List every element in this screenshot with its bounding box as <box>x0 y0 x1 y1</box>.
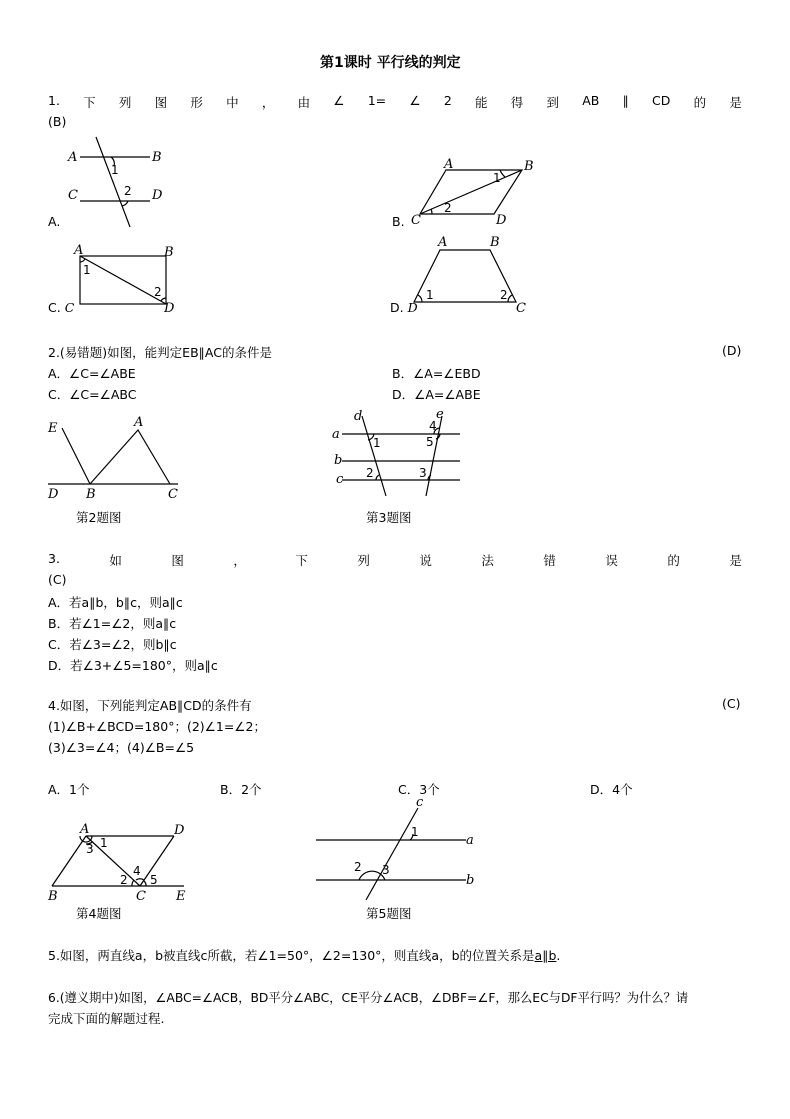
svg-text:A: A <box>444 157 454 172</box>
svg-text:c: c <box>336 472 344 487</box>
q4-condition-line-1: (1)∠B+∠BCD=180°；(2)∠1=∠2； <box>48 719 266 734</box>
q1-answer: (B) <box>48 114 67 129</box>
svg-text:a: a <box>466 833 474 848</box>
svg-text:5: 5 <box>426 435 434 449</box>
svg-text:B: B <box>524 159 534 174</box>
svg-text:4: 4 <box>133 864 141 878</box>
q4-option-a: A．1个 <box>48 782 90 797</box>
svg-text:1: 1 <box>493 171 501 185</box>
q6-stem-line-1: 6.(遵义期中)如图，∠ABC=∠ACB，BD平分∠ABC，CE平分∠ACB，∠DBF=∠F，那么EC与DF平行吗？为什么？请 <box>48 991 689 1005</box>
q1-figure-b <box>408 156 548 228</box>
svg-text:C: C <box>168 487 178 502</box>
q3-answer: (C) <box>48 572 67 587</box>
q2-answer: (D) <box>722 343 742 358</box>
svg-text:B: B <box>490 235 500 250</box>
svg-text:d: d <box>354 409 363 424</box>
svg-text:3: 3 <box>382 863 390 877</box>
svg-text:1: 1 <box>111 163 119 177</box>
q4-option-c: C．3个 <box>398 782 440 797</box>
q3-option-d: D．若∠3+∠5=180°，则a∥c <box>48 658 218 673</box>
q5-stem: 5.如图，两直线a，b被直线c所截，若∠1=50°，∠2=130°，则直线a，b的位置关系是a∥b. <box>48 948 561 963</box>
q2-option-d: D．∠A=∠ABE <box>392 387 481 402</box>
q3-option-c: C．若∠3=∠2，则b∥c <box>48 637 177 652</box>
svg-text:C: C <box>68 188 78 203</box>
q1-option-b: B. <box>392 214 405 229</box>
q4-stem: 4.如图，下列能判定AB∥CD的条件有 <box>48 698 252 713</box>
svg-text:A: A <box>134 415 144 430</box>
svg-text:A: A <box>68 150 78 165</box>
svg-text:A: A <box>80 822 90 837</box>
svg-text:C: C <box>136 889 146 904</box>
svg-text:4: 4 <box>429 419 437 433</box>
q4-option-d: D．4个 <box>590 782 633 797</box>
svg-text:D: D <box>496 213 507 228</box>
svg-text:c: c <box>416 795 424 810</box>
svg-text:2: 2 <box>120 873 128 887</box>
svg-text:2: 2 <box>500 288 508 302</box>
svg-text:e: e <box>436 407 444 422</box>
svg-text:3: 3 <box>86 842 94 856</box>
svg-text:A: A <box>438 235 448 250</box>
q3-figure-caption: 第3题图 <box>366 510 412 525</box>
svg-text:3: 3 <box>419 466 427 480</box>
svg-text:1: 1 <box>83 263 91 277</box>
q2-figure <box>44 414 194 504</box>
svg-text:B: B <box>164 245 174 260</box>
q3-option-a: A．若a∥b，b∥c，则a∥c <box>48 595 183 610</box>
q2-option-a: A．∠C=∠ABE <box>48 366 136 381</box>
svg-text:D: D <box>48 487 59 502</box>
q2-option-c: C．∠C=∠ABC <box>48 387 137 402</box>
q5-answer: a∥b <box>534 948 557 963</box>
q2-stem: 2.(易错题)如图，能判定EB∥AC的条件是 <box>48 345 272 360</box>
svg-text:D: D <box>152 188 163 203</box>
page-title: 第1课时 平行线的判定 <box>320 55 461 71</box>
svg-text:1: 1 <box>426 288 434 302</box>
q1-figure-c <box>66 242 184 314</box>
svg-text:C: C <box>411 213 421 228</box>
q1-option-d: D. D <box>390 300 418 315</box>
q3-stem: 3. 如 图 ， 下 列 说 法 错 误 的 是 <box>48 551 742 568</box>
svg-text:2: 2 <box>354 860 362 874</box>
q4-condition-line-2: (3)∠3=∠4；(4)∠B=∠5 <box>48 740 195 755</box>
svg-text:1: 1 <box>373 436 381 450</box>
svg-text:D: D <box>174 823 185 838</box>
q3-figure <box>330 408 470 502</box>
svg-text:1: 1 <box>411 825 419 839</box>
q4-figure <box>44 820 199 904</box>
svg-text:a: a <box>332 427 340 442</box>
svg-text:2: 2 <box>444 201 452 215</box>
svg-text:5: 5 <box>150 873 158 887</box>
q4-figure-caption: 第4题图 <box>76 906 122 921</box>
q1-option-c: C. C <box>48 300 75 315</box>
svg-text:D: D <box>164 301 175 316</box>
q4-option-b: B．2个 <box>220 782 262 797</box>
q1-stem: 1. 下 列 图 形 中 ， 由 ∠ 1= ∠ 2 能 得 到 AB ∥ CD 的 是 <box>48 93 742 110</box>
q1-figure-a <box>66 135 176 230</box>
q5-figure <box>314 796 484 906</box>
svg-text:2: 2 <box>154 285 162 299</box>
q5-figure-caption: 第5题图 <box>366 906 412 921</box>
q3-option-b: B．若∠1=∠2，则a∥c <box>48 616 177 631</box>
q1-option-a: A. <box>48 214 61 229</box>
svg-text:A: A <box>74 243 84 258</box>
svg-text:b: b <box>334 453 343 468</box>
svg-text:2: 2 <box>366 466 374 480</box>
q2-figure-caption: 第2题图 <box>76 510 122 525</box>
svg-text:b: b <box>466 873 475 888</box>
svg-text:B: B <box>152 150 162 165</box>
svg-text:E: E <box>176 889 186 904</box>
q2-option-b: B．∠A=∠EBD <box>392 366 481 381</box>
q4-answer: (C) <box>722 696 741 711</box>
svg-text:1: 1 <box>100 836 108 850</box>
svg-text:B: B <box>48 889 58 904</box>
svg-text:E: E <box>48 421 58 436</box>
svg-text:C: C <box>516 301 526 316</box>
svg-text:2: 2 <box>124 184 132 198</box>
q1-figure-d <box>402 236 537 316</box>
q6-stem-line-2: 完成下面的解题过程. <box>48 1011 165 1026</box>
svg-text:B: B <box>86 487 96 502</box>
